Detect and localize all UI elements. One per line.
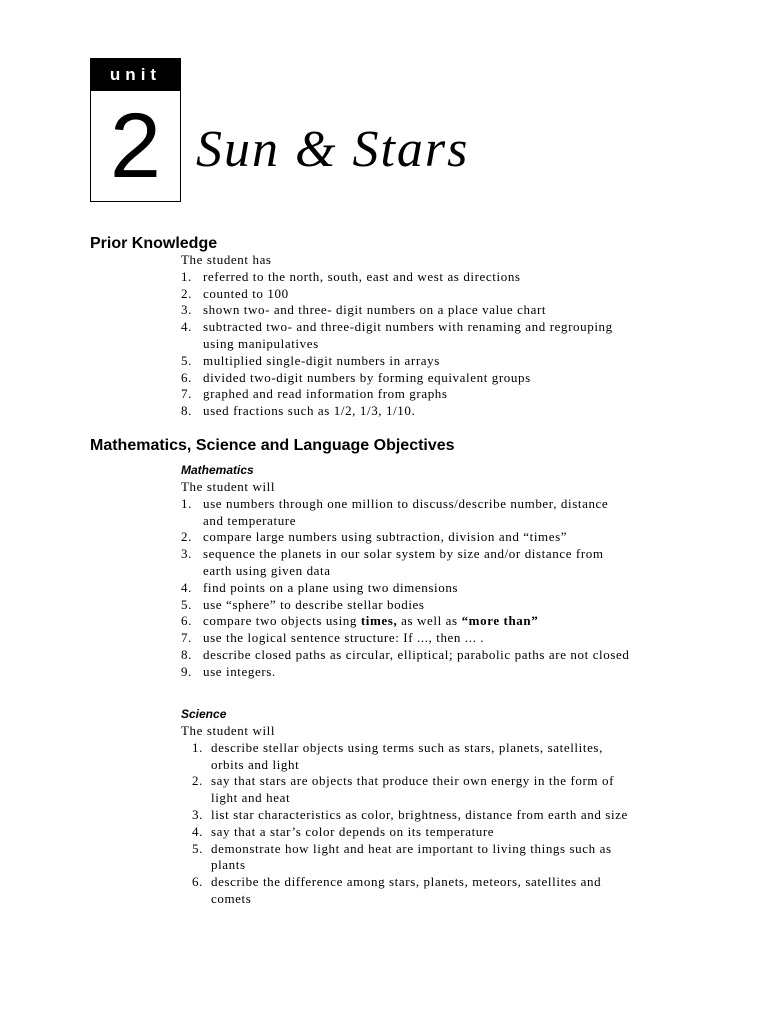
science-list [181,740,631,908]
list-item: 7. use the logical sentence structure: If ..., then ... . [181,630,485,646]
science-subheading: Science [181,707,227,721]
list-item: 2. say that stars are objects that produce their own energy in the form of light and heat [192,773,614,806]
list-item: 6. compare two objects using times, as well as “more than” [181,613,539,629]
mathematics-list [181,496,631,681]
list-item: 1. referred to the north, south, east and west as directions [181,268,521,284]
list-item: 6. divided two-digit numbers by forming equivalent groups [181,369,531,385]
prior-knowledge-list [181,269,631,420]
science-intro: The student will [181,723,276,738]
prior-knowledge-section [181,252,631,420]
list-item: 3. shown two- and three- digit numbers on a place value chart [181,302,547,318]
list-item: 4. subtracted two- and three-digit numbers with renaming and regrouping using manipulatives [181,319,613,351]
list-item: 2. counted to 100 [181,285,289,301]
mathematics-section [181,461,631,681]
list-item: 8. describe closed paths as circular, elliptical; parabolic paths are not closed [181,646,630,662]
list-item: 4. say that a star’s color depends on its temperature [192,823,495,839]
mathematics-subheading: Mathematics [181,463,254,477]
list-item: 8. used fractions such as 1/2, 1/3, 1/10. [181,403,416,419]
list-item: 1. use numbers through one million to discuss/describe number, distance and temperature [181,495,609,528]
list-item: 5. use “sphere” to describe stellar bodies [181,596,425,612]
list-item: 2. compare large numbers using subtraction, division and “times” [181,529,568,545]
list-item: 3. sequence the planets in our solar system by size and/or distance from earth using given data [181,546,604,578]
science-section [181,705,631,908]
list-item: 1. describe stellar objects using terms such as stars, planets, satellites, orbits and light [192,739,603,772]
list-item: 3. list star characteristics as color, brightness, distance from earth and size [192,806,628,822]
prior-knowledge-heading: Prior Knowledge [90,235,218,252]
bold-term: “more than” [461,613,539,629]
prior-knowledge-intro: The student has [181,252,272,267]
unit-number: 2 [90,91,181,202]
objectives-heading: Mathematics, Science and Language Objectives [90,437,455,454]
unit-badge [90,58,181,204]
bold-term: times, [360,613,398,629]
list-item: 7. graphed and read information from graphs [181,386,448,402]
list-item: 9. use integers. [181,663,276,679]
unit-title: Sun & Stars [196,121,470,178]
list-item: 5. demonstrate how light and heat are important to living things such as plants [192,840,612,873]
mathematics-intro: The student will [181,479,276,494]
list-item: 4. find points on a plane using two dimensions [181,579,459,595]
list-item: 5. multiplied single-digit numbers in arrays [181,352,440,368]
list-item: 6. describe the difference among stars, planets, meteors, satellites and comets [192,874,602,906]
unit-label: unit [90,58,181,91]
